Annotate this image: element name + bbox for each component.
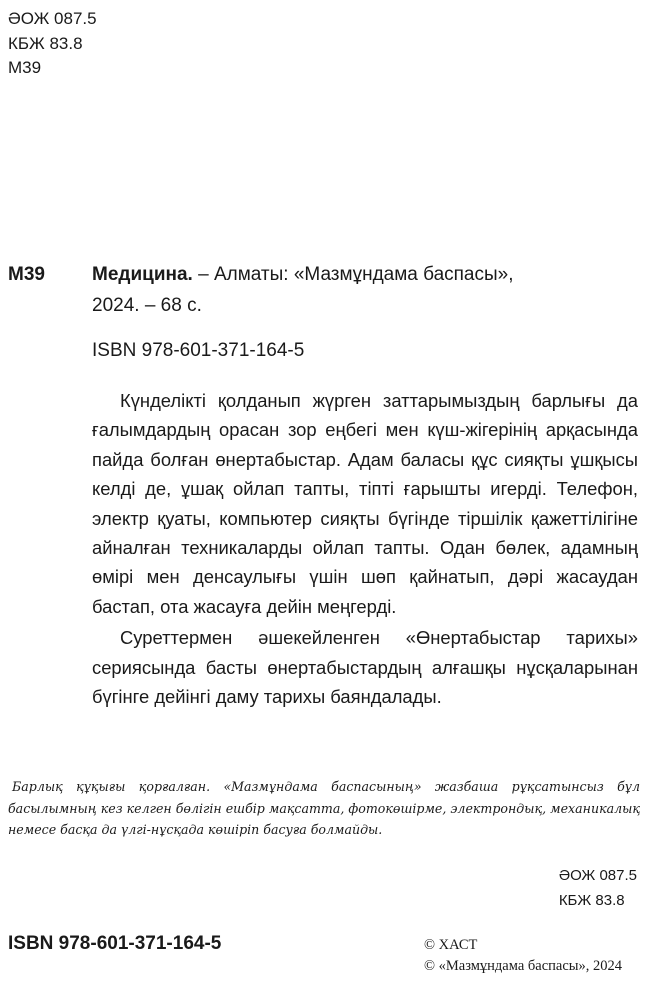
abstract-paragraph: Суреттермен әшекейленген «Өнертабыстар тарихы» сериясында басты өнертабыстардың алғашқы нұсқаларынан бүгінге дейінгі даму тарихы баяндалады.	[92, 627, 638, 708]
imprint-publisher: – Алматы: «Мазмұндама баспасы»,	[192, 264, 514, 285]
lbc-code: КБЖ 83.8	[8, 33, 83, 53]
isbn: ISBN 978-601-371-164-5	[92, 340, 305, 361]
abstract	[92, 386, 638, 711]
copyright-line: © ХАСТ	[424, 937, 478, 953]
lbc-code: КБЖ 83.8	[558, 892, 625, 909]
copyright-line: © «Мазмұндама баспасы», 2024	[424, 958, 623, 974]
imprint-line	[92, 259, 638, 290]
isbn-bottom: ISBN 978-601-371-164-5	[8, 933, 222, 954]
abstract-paragraph: Күнделікті қолданып жүрген заттарымыздың барлығы да ғалымдардың орасан зор еңбегі мен күш-жігерінің арқасында пайда болған өнертабыстар. Адам баласы құс сияқты ұшқысы келді де, ұшақ ойлап тапты, тіпті ғарышты игерді. Телефон, электр қуаты, компьютер сияқты бүгінде тіршілік қажеттілігіне айналған техникаларды ойлап тапты. Одан бөлек, адамның өмірі мен денсаулығы үшін шөп қайнатып, дәрі жасаудан бастап, ота жасауға дейін меңгерді.	[92, 390, 638, 617]
bibliographic-code: М39	[8, 264, 45, 285]
book-title: Медицина.	[92, 264, 193, 285]
udc-code: ӘОЖ 087.5	[8, 9, 97, 28]
rights-notice-text: Барлық құқығы қорғалған. «Мазмұндама баспасының» жазбаша рұқсатынсыз бұл басылымның кез келген бөлігін ешбір мақсатта, фотокөшірме, электрондық, механикалық немесе басқа да үлгі-нұсқада көшіріп басуға болмайды.	[8, 779, 640, 837]
copyright	[424, 935, 622, 977]
udc-code: ӘОЖ 087.5	[558, 867, 637, 884]
imprint-year-pages: 2024. – 68 с.	[92, 295, 202, 316]
bibliographic-record	[92, 259, 638, 366]
classification-codes-top	[8, 7, 97, 81]
author-mark: М39	[8, 58, 42, 77]
rights-notice	[8, 776, 640, 841]
classification-codes-bottom	[559, 863, 637, 913]
